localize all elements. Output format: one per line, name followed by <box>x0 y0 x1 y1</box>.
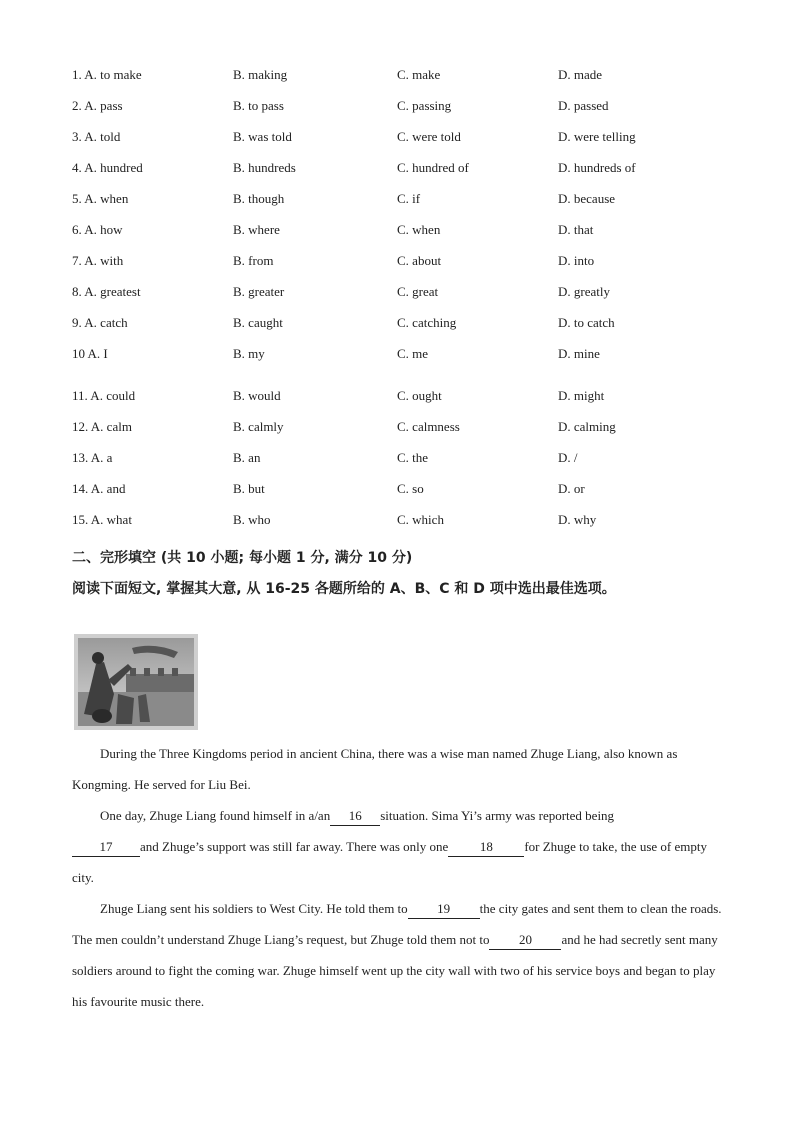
option-row-8 <box>72 281 732 312</box>
option-c: C. about <box>397 253 442 268</box>
blank-18: 18 <box>448 838 524 857</box>
option-b: B. from <box>233 253 274 268</box>
option-row-4 <box>72 157 732 188</box>
option-c: C. hundred of <box>397 160 469 175</box>
option-row-1 <box>72 64 732 95</box>
option-row-3 <box>72 126 732 157</box>
passage-paragraph-3 <box>72 893 722 1017</box>
option-b: B. but <box>233 481 265 496</box>
option-d: D. were telling <box>558 129 636 144</box>
section-instruction: 阅读下面短文, 掌握其大意, 从 16-25 各题所给的 A、B、C 和 D 项中选出最佳选项。 <box>72 581 616 597</box>
option-row-15 <box>72 509 732 540</box>
option-row-13 <box>72 447 732 478</box>
option-b: B. caught <box>233 315 283 330</box>
cloze-passage <box>72 738 722 1017</box>
option-c: C. passing <box>397 98 452 113</box>
option-d: D. / <box>558 450 578 465</box>
section-title: 二、完形填空 (共 10 小题; 每小题 1 分, 满分 10 分) <box>72 550 413 566</box>
option-a: 8. A. greatest <box>72 284 141 299</box>
option-a: 6. A. how <box>72 222 123 237</box>
option-b: B. who <box>233 512 271 527</box>
option-a: 2. A. pass <box>72 98 123 113</box>
option-c: C. catching <box>397 315 457 330</box>
paragraph-text: situation. Sima Yi’s army was reported being <box>380 808 615 823</box>
options-table <box>72 64 732 540</box>
option-d: D. calming <box>558 419 616 434</box>
paragraph-text: the city gates and sent them to clean the roads. The men couldn’t understand Zhuge Liang’s request, but Zhuge told them not to <box>72 901 722 947</box>
option-b: B. greater <box>233 284 285 299</box>
option-d: D. to catch <box>558 315 615 330</box>
illustration-image <box>74 634 198 730</box>
blank-17: 17 <box>72 838 140 857</box>
option-d: D. passed <box>558 98 609 113</box>
option-a: 7. A. with <box>72 253 124 268</box>
passage-paragraph-1: During the Three Kingdoms period in ancient China, there was a wise man named Zhuge Liang, also known as Kongming. He served for Liu Bei. <box>72 746 678 792</box>
option-c: C. make <box>397 67 441 82</box>
option-row-14 <box>72 478 732 509</box>
blank-19: 19 <box>408 900 480 919</box>
option-row-10 <box>72 343 732 374</box>
option-row-11 <box>72 385 732 416</box>
passage-paragraph-2 <box>72 800 722 893</box>
option-b: B. though <box>233 191 285 206</box>
option-row-7 <box>72 250 732 281</box>
option-d: D. hundreds of <box>558 160 636 175</box>
option-a: 1. A. to make <box>72 67 142 82</box>
option-b: B. was told <box>233 129 292 144</box>
blank-16: 16 <box>330 807 380 826</box>
option-b: B. an <box>233 450 261 465</box>
option-c: C. when <box>397 222 441 237</box>
option-c: C. if <box>397 191 421 206</box>
option-a: 4. A. hundred <box>72 160 143 175</box>
option-row-9 <box>72 312 732 343</box>
option-d: D. why <box>558 512 597 527</box>
option-b: B. would <box>233 388 281 403</box>
option-b: B. where <box>233 222 280 237</box>
option-d: D. or <box>558 481 585 496</box>
option-a: 11. A. could <box>72 388 136 403</box>
option-d: D. greatly <box>558 284 610 299</box>
paragraph-text: and he had secretly sent many soldiers around to fight the coming war. Zhuge himself went up the city wall with two of his service boys and began to play his favourite music there. <box>72 932 718 1009</box>
option-c: C. which <box>397 512 444 527</box>
paragraph-text: One day, Zhuge Liang found himself in a/an <box>100 808 331 823</box>
option-d: D. might <box>558 388 605 403</box>
option-row-6 <box>72 219 732 250</box>
option-d: D. that <box>558 222 594 237</box>
option-c: C. me <box>397 346 429 361</box>
option-a: 9. A. catch <box>72 315 128 330</box>
option-row-5 <box>72 188 732 219</box>
option-a: 13. A. a <box>72 450 113 465</box>
option-a: 5. A. when <box>72 191 129 206</box>
option-row-12 <box>72 416 732 447</box>
paragraph-text: for Zhuge to take, the use of empty city. <box>72 839 707 885</box>
option-c: C. ought <box>397 388 442 403</box>
option-d: D. mine <box>558 346 600 361</box>
paragraph-text: Zhuge Liang sent his soldiers to West City. He told them to <box>100 901 408 916</box>
option-a: 14. A. and <box>72 481 126 496</box>
option-b: B. to pass <box>233 98 284 113</box>
option-b: B. calmly <box>233 419 284 434</box>
option-d: D. made <box>558 67 603 82</box>
option-a: 15. A. what <box>72 512 132 527</box>
option-c: C. the <box>397 450 429 465</box>
option-b: B. making <box>233 67 288 82</box>
option-d: D. because <box>558 191 616 206</box>
blank-20: 20 <box>489 931 561 950</box>
option-b: B. hundreds <box>233 160 296 175</box>
option-c: C. calmness <box>397 419 460 434</box>
option-d: D. into <box>558 253 595 268</box>
option-a: 10 A. I <box>72 346 108 361</box>
option-a: 3. A. told <box>72 129 121 144</box>
option-c: C. great <box>397 284 439 299</box>
option-c: C. so <box>397 481 424 496</box>
option-row-2 <box>72 95 732 126</box>
paragraph-text: and Zhuge’s support was still far away. There was only one <box>140 839 449 854</box>
option-b: B. my <box>233 346 265 361</box>
option-c: C. were told <box>397 129 461 144</box>
option-a: 12. A. calm <box>72 419 132 434</box>
